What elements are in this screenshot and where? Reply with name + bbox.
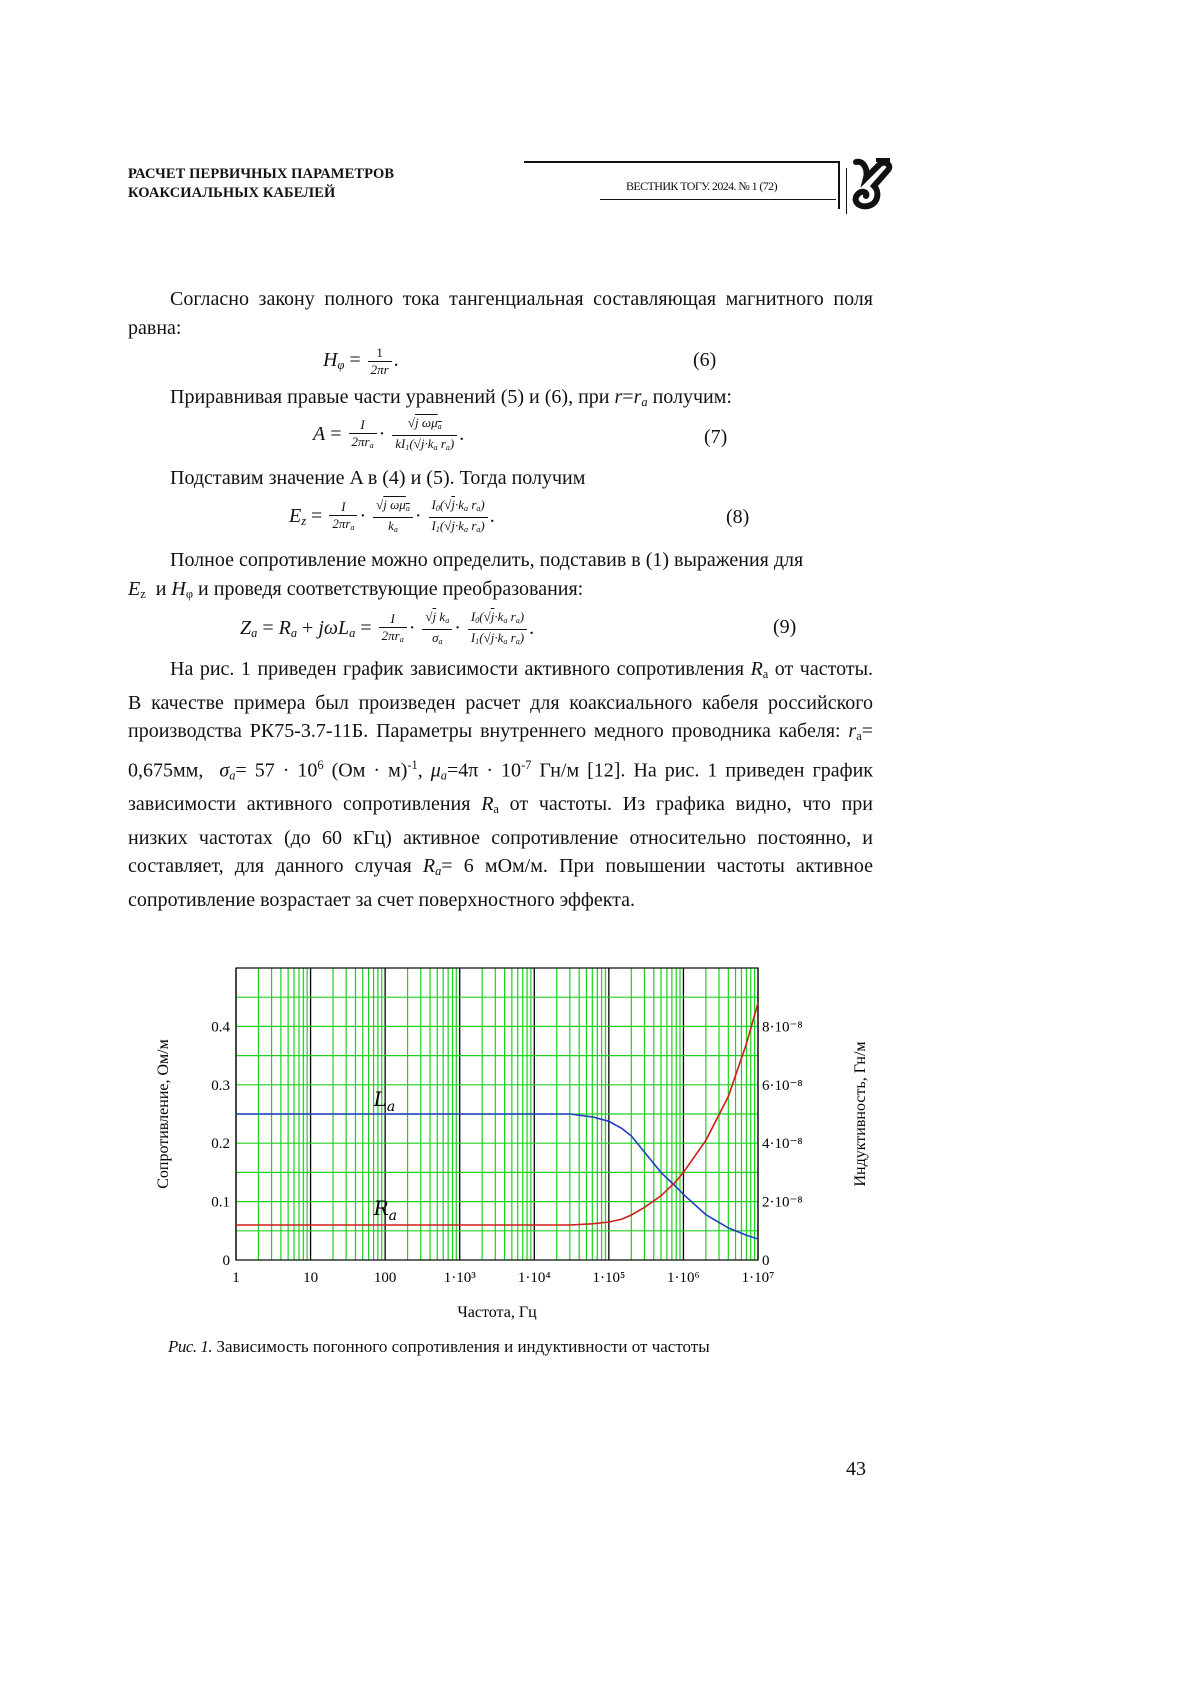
p5-part-6: ,: [417, 759, 431, 782]
y-left-tick-label: 0.3: [211, 1077, 230, 1094]
y-right-tick-label: 6·10⁻⁸: [762, 1077, 803, 1094]
paragraph-1-text: Согласно закону полного тока тангенциальная составляющая магнитного поля равна:: [128, 288, 873, 339]
equation-8: $E_z$ = $\frac{I}{2\pi r_a}$ · $\frac{√j \omega\mu_a}{k_a}$ · $\frac{I_0(√j\cdot k_a r_a)}{I_1(√j\cdot k_a r_a)}$ .: [289, 497, 495, 534]
equation-7: A = $\frac{I}{2\pi r_a}$ · $\frac{√j \omega\mu_a}{kI_1(√j\cdot k_a r_a)}$ .: [313, 415, 465, 452]
chart-ticks: [211, 1019, 802, 1286]
running-title-line2: КОАКСИАЛЬНЫХ КАБЕЛЕЙ: [128, 185, 336, 201]
p5-part-9: от частоты. Из графика видно, что при низких частотах (до 60 кГц) активное сопротивление относительно постоянно, и составляет, для данного случая: [128, 793, 873, 878]
figure-caption-text: Зависимость погонного сопротивления и индуктивности от частоты: [212, 1337, 710, 1356]
equation-9: $Z_a = R_a + j\omega L_a$ = $\frac{I}{2\pi r_a}$ · $\frac{√j k_a}{\sigma_a}$ · $\frac{I_0(√j\cdot k_a r_a)}{I_1(√j\cdot k_a r_a)}$ .: [240, 609, 535, 646]
x-tick-label: 10: [303, 1270, 319, 1286]
p5-part-7: =4π · 10: [446, 759, 522, 782]
x-tick-label: 1: [232, 1270, 240, 1286]
p5-part-1: На рис. 1 приведен график зависимости активного сопротивления: [170, 658, 751, 680]
x-axis-label: Частота, Гц: [457, 1304, 537, 1321]
y-left-tick-label: 0: [222, 1253, 230, 1269]
equation-6: $H_\varphi$ = $\frac{1}{2\pi r}$ .: [323, 345, 399, 377]
equation-8-number: (8): [726, 506, 750, 528]
journal-name: ВЕСТНИК ТОГУ. 2024. № 1 (72): [626, 179, 777, 193]
y-axis-right-label: Индуктивность, Гн/м: [852, 1041, 869, 1187]
p5-part-2: от частоты. В качестве примера был произведен расчет для коаксиального кабеля российского производства РК75-3.7-11Б. Параметры внутреннего медного проводника кабеля:: [128, 658, 874, 743]
paragraph-4-text-b: и проведя соответствующие преобразования:: [193, 577, 584, 600]
figure-caption: [168, 1337, 710, 1357]
paragraph-4: Полное сопротивление можно определить, подставив в (1) выражения для $E_z$ и $H_\varphi$ и проведя соответствующие преобразования:: [128, 549, 804, 601]
y-right-tick-label: 4·10⁻⁸: [762, 1136, 803, 1153]
y-axis-left-label: Сопротивление, Ом/м: [155, 1039, 172, 1189]
series-label-la: $L_a$: [373, 1087, 396, 1115]
x-tick-label: 100: [373, 1270, 397, 1286]
page-number: 43: [846, 1458, 866, 1480]
series-label-ra: $R_a$: [373, 1195, 398, 1224]
y-left-tick-label: 0.1: [211, 1194, 230, 1211]
y-left-tick-label: 0.4: [211, 1019, 230, 1036]
x-tick-label: 1·10⁶: [667, 1270, 700, 1286]
p5-part-4: = 57 · 10: [235, 759, 318, 782]
x-tick-label: 1·10⁵: [592, 1270, 626, 1286]
equation-7-number: (7): [704, 426, 728, 448]
x-tick-label: 1·10³: [443, 1270, 476, 1286]
p5-part-10: = 6 мОм/м. При повышении частоты активное сопротивление возрастает за счет поверхностного эффекта.: [128, 855, 873, 912]
p5-part-3: = 0,675мм,: [128, 720, 873, 782]
paragraph-4-text-a: Полное сопротивление можно определить, подставив в (1) выражения для: [170, 549, 804, 571]
equation-9-number: (9): [773, 616, 797, 638]
y-right-tick-label: 2·10⁻⁸: [762, 1194, 803, 1211]
p5-part-5: (Ом · м): [323, 759, 408, 782]
equation-6-number: (6): [693, 349, 717, 371]
running-title-line1: РАСЧЕТ ПЕРВИЧНЫХ ПАРАМЕТРОВ: [128, 166, 395, 182]
y-right-tick-label: 8·10⁻⁸: [762, 1019, 803, 1036]
paragraph-2-text-a: Приравнивая правые части уравнений (5) и (6), при: [170, 386, 615, 408]
y-right-tick-label: 0: [762, 1253, 770, 1269]
paragraph-5: На рис. 1 приведен график зависимости активного сопротивления $R_а$ от частоты. В качестве примера был произведен расчет для коаксиального кабеля российского производства РК75-3.7-11Б. Параметры внутреннего медного проводника кабеля: $r_a= 0,675мм$, $\sigma_a= 57 \cdot 10^6$ (Ом · м)$^{-1}$, $\mu_a=4\pi \cdot 10^{-7}$ Гн/м [12]. На рис. 1 приведен график зависимости активного сопротивления $R_а$ от частоты. Из графика видно, что при низких частотах (до 60 кГц) активное сопротивление относительно постоянно, и составляет, для данного случая $R_a= 6$ мОм/м. При повышении частоты активное сопротивление возрастает за счет поверхностного эффекта.: [128, 658, 874, 912]
x-tick-label: 1·10⁷: [741, 1270, 775, 1286]
p5-part-8: Гн/м [12]. На рис. 1 приведен график зависимости активного сопротивления: [128, 759, 873, 816]
figure-caption-label: Рис. 1.: [168, 1337, 213, 1356]
paragraph-2: Приравнивая правые части уравнений (5) и (6), при $r=r_a$ получим:: [170, 386, 732, 410]
paragraph-2-text-b: получим:: [647, 386, 732, 408]
paragraph-3-text: Подставим значение A в (4) и (5). Тогда получим: [170, 467, 586, 489]
y-left-tick-label: 0.2: [211, 1136, 230, 1153]
x-tick-label: 1·10⁴: [517, 1270, 551, 1286]
